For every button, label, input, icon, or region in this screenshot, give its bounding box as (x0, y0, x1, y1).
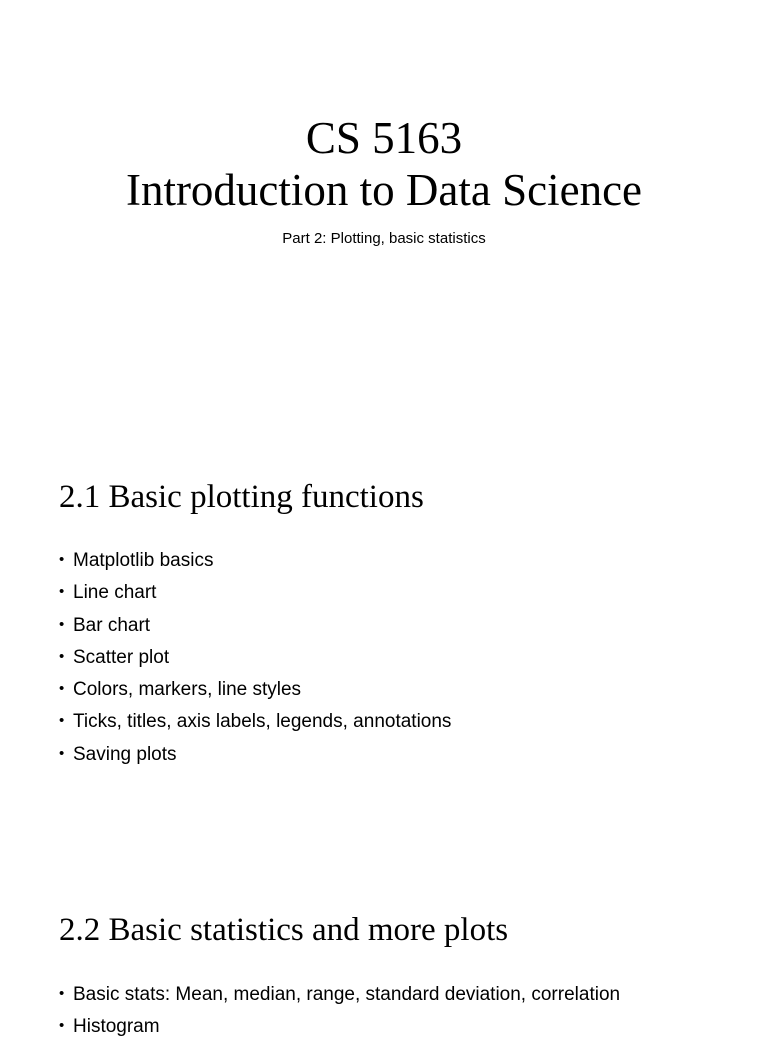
section-heading: 2.2 Basic statistics and more plots (59, 912, 509, 948)
bullet-item: • Histogram (59, 1011, 620, 1043)
bullet-item: • Matplotlib basics (59, 545, 451, 577)
bullet-item: • Scatter plot (59, 642, 451, 674)
bullet-list (59, 545, 451, 771)
course-name: Introduction to Data Science (125, 165, 643, 215)
bullet-item: • Colors, markers, line styles (59, 674, 451, 706)
bullet-item: • Basic stats: Mean, median, range, standard deviation, correlation (59, 979, 620, 1011)
bullet-item: • Line chart (59, 577, 451, 609)
course-code: CS 5163 (305, 113, 463, 163)
course-subtitle: Part 2: Plotting, basic statistics (282, 230, 486, 247)
bullet-list (59, 979, 620, 1044)
course-title (0, 112, 768, 216)
section-heading: 2.1 Basic plotting functions (59, 479, 424, 515)
bullet-item: • Saving plots (59, 739, 451, 771)
bullet-item: • Ticks, titles, axis labels, legends, annotations (59, 706, 451, 738)
bullet-item: • Bar chart (59, 610, 451, 642)
title-slide (0, 0, 768, 430)
